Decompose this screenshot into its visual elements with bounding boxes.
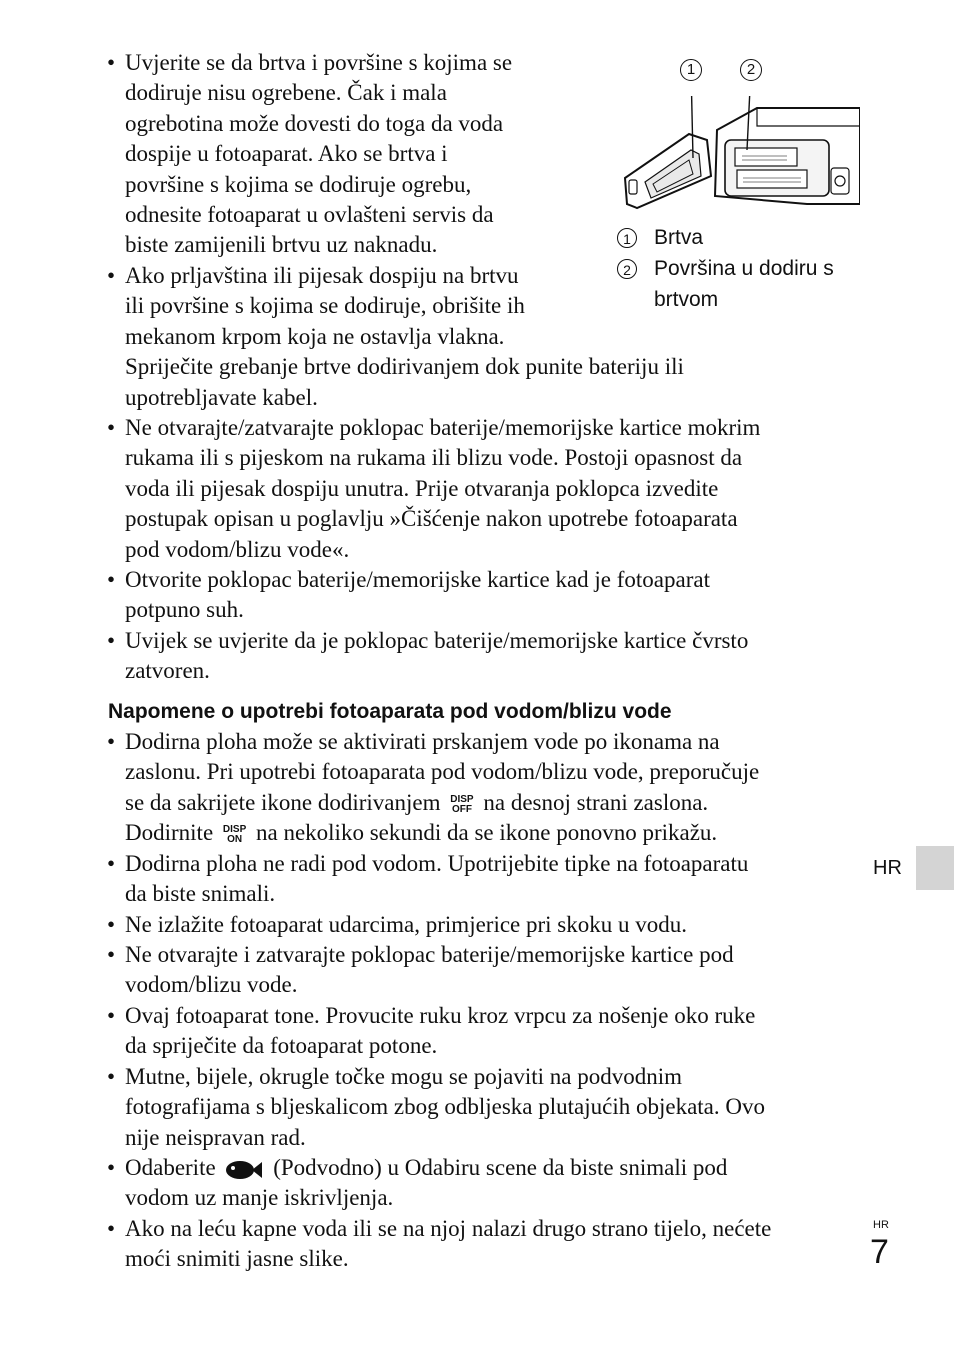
disp-on-icon [223, 825, 246, 845]
text-line: pod vodom/blizu vode«. [125, 536, 350, 562]
caption-text: brtvom [654, 288, 719, 311]
text-line: moći snimiti jasne slike. [125, 1246, 349, 1272]
underwater-fish-icon [225, 1159, 263, 1181]
text-line: Dodirna ploha može se aktivirati prskanjem vode po ikonama na [125, 729, 720, 754]
text-line: da biste snimali. [125, 881, 276, 907]
text-line: biste zamijenili brtvu uz naknadu. [125, 232, 438, 258]
text-line: Mutne, bijele, okrugle točke mogu se pojaviti na podvodnim [125, 1064, 683, 1089]
text-line: dodiruje nisu ogrebene. Čak i mala [125, 80, 447, 106]
text-line: odnesite fotoaparat u ovlašteni servis da [125, 201, 494, 227]
callout-2: 2 [740, 59, 762, 81]
bullet-marker: • [107, 1155, 116, 1180]
text-line: površine s kojima se dodiruje ogrebu, [125, 171, 472, 197]
text-line: Ne otvarajte/zatvarajte poklopac baterije/memorijske kartice mokrim [125, 415, 761, 440]
text-line [125, 1153, 727, 1183]
icon-label-top: DISP [222, 823, 247, 835]
text-line: Ne izlažite fotoaparat udarcima, primjerice pri skoku u vodu. [125, 912, 688, 937]
text-line: ogrebotina može dovesti do toga da voda [125, 110, 504, 136]
disp-off-icon [450, 795, 473, 815]
text-line: Ne otvarajte i zatvarajte poklopac baterije/memorijske kartice pod [125, 942, 734, 967]
text-segment: na desnoj strani zaslona. [483, 789, 709, 815]
bullet-marker: • [107, 567, 116, 592]
section-heading: Napomene o upotrebi fotoaparata pod vodom/blizu vode [108, 700, 672, 723]
text-line: Otvorite poklopac baterije/memorijske kartice kad je fotoaparat [125, 567, 710, 592]
text-line: Ako prljavština ili pijesak dospiju na brtvu [125, 263, 519, 288]
caption-number: 1 [617, 228, 637, 248]
bullet-marker: • [107, 729, 116, 754]
icon-label-top: DISP [450, 793, 474, 805]
bullet-marker: • [107, 263, 116, 288]
text-line: Uvjerite se da brtva i površine s kojima se [125, 50, 513, 75]
bullet-marker: • [107, 851, 116, 876]
text-segment: na nekoliko sekundi da se ikone ponovno prikažu. [256, 820, 718, 846]
text-line: Dodirna ploha ne radi pod vodom. Upotrijebite tipke na fotoaparatu [125, 851, 749, 876]
text-line: Uvijek se uvjerite da je poklopac baterije/memorijske kartice čvrsto [125, 628, 749, 653]
text-line: nije neispravan rad. [125, 1124, 306, 1150]
bullet-marker: • [107, 1216, 116, 1241]
icon-label-bottom: ON [227, 833, 243, 845]
page-language: HR [873, 1219, 889, 1231]
text-line [125, 788, 759, 818]
text-line: Ovaj fotoaparat tone. Provucite ruku kroz vrpcu za nošenje oko ruke [125, 1003, 756, 1028]
language-tab-label: HR [873, 857, 902, 879]
text-line: voda ili pijesak dospiju unutra. Prije otvaranja poklopca izvedite [125, 475, 719, 501]
caption-text: Površina u dodiru s [654, 257, 834, 280]
bullet-marker: • [107, 1064, 116, 1089]
text-line: potpuno suh. [125, 597, 244, 623]
language-tab-marker [916, 846, 954, 890]
bullet-marker: • [107, 628, 116, 653]
text-line: zaslonu. Pri upotrebi fotoaparata pod vodom/blizu vode, preporučuje [125, 759, 760, 785]
text-line: zatvoren. [125, 658, 210, 684]
text-line [125, 818, 759, 848]
text-line: da spriječite da fotoaparat potone. [125, 1033, 438, 1059]
page-number: 7 [870, 1233, 889, 1271]
caption-text: Brtva [654, 226, 704, 249]
text-segment: Odaberite [125, 1155, 216, 1180]
bullet-marker: • [107, 912, 116, 937]
text-line: vodom uz manje iskrivljenja. [125, 1185, 394, 1211]
text-line: mekanom krpom koja ne ostavlja vlakna. [125, 323, 505, 349]
camera-battery-compartment-illustration [617, 96, 860, 210]
bullet-marker: • [107, 1003, 116, 1028]
text-line: vodom/blizu vode. [125, 972, 298, 998]
text-segment: (Podvodno) u Odabiru scene da biste snimali pod [273, 1155, 728, 1180]
text-line: fotografijama s bljeskalicom zbog odbljeska plutajućih objekata. Ovo [125, 1094, 765, 1120]
callout-1: 1 [680, 59, 702, 81]
text-line: postupak opisan u poglavlju »Čišćenje nakon upotrebe fotoaparata [125, 506, 738, 532]
text-line: upotrebljavate kabel. [125, 384, 318, 410]
text-line: ili površine s kojima se dodiruje, obrišite ih [125, 293, 525, 319]
bullet-marker: • [107, 50, 116, 75]
bullet-marker: • [107, 942, 116, 967]
text-segment: Dodirnite [125, 820, 214, 846]
icon-label-bottom: OFF [451, 803, 472, 815]
text-line: rukama ili s pijeskom na rukama ili blizu vode. Postoji opasnost da [125, 445, 743, 471]
text-line: Ako na leću kapne voda ili se na njoj nalazi drugo strano tijelo, nećete [125, 1216, 772, 1241]
text-line: dospije u fotoaparat. Ako se brtva i [125, 141, 448, 167]
bullet-marker: • [107, 415, 116, 440]
caption-number: 2 [617, 259, 637, 279]
text-segment: se da sakrijete ikone dodirivanjem [125, 789, 441, 815]
text-line: Spriječite grebanje brtve dodirivanjem dok punite bateriju ili [125, 354, 684, 380]
